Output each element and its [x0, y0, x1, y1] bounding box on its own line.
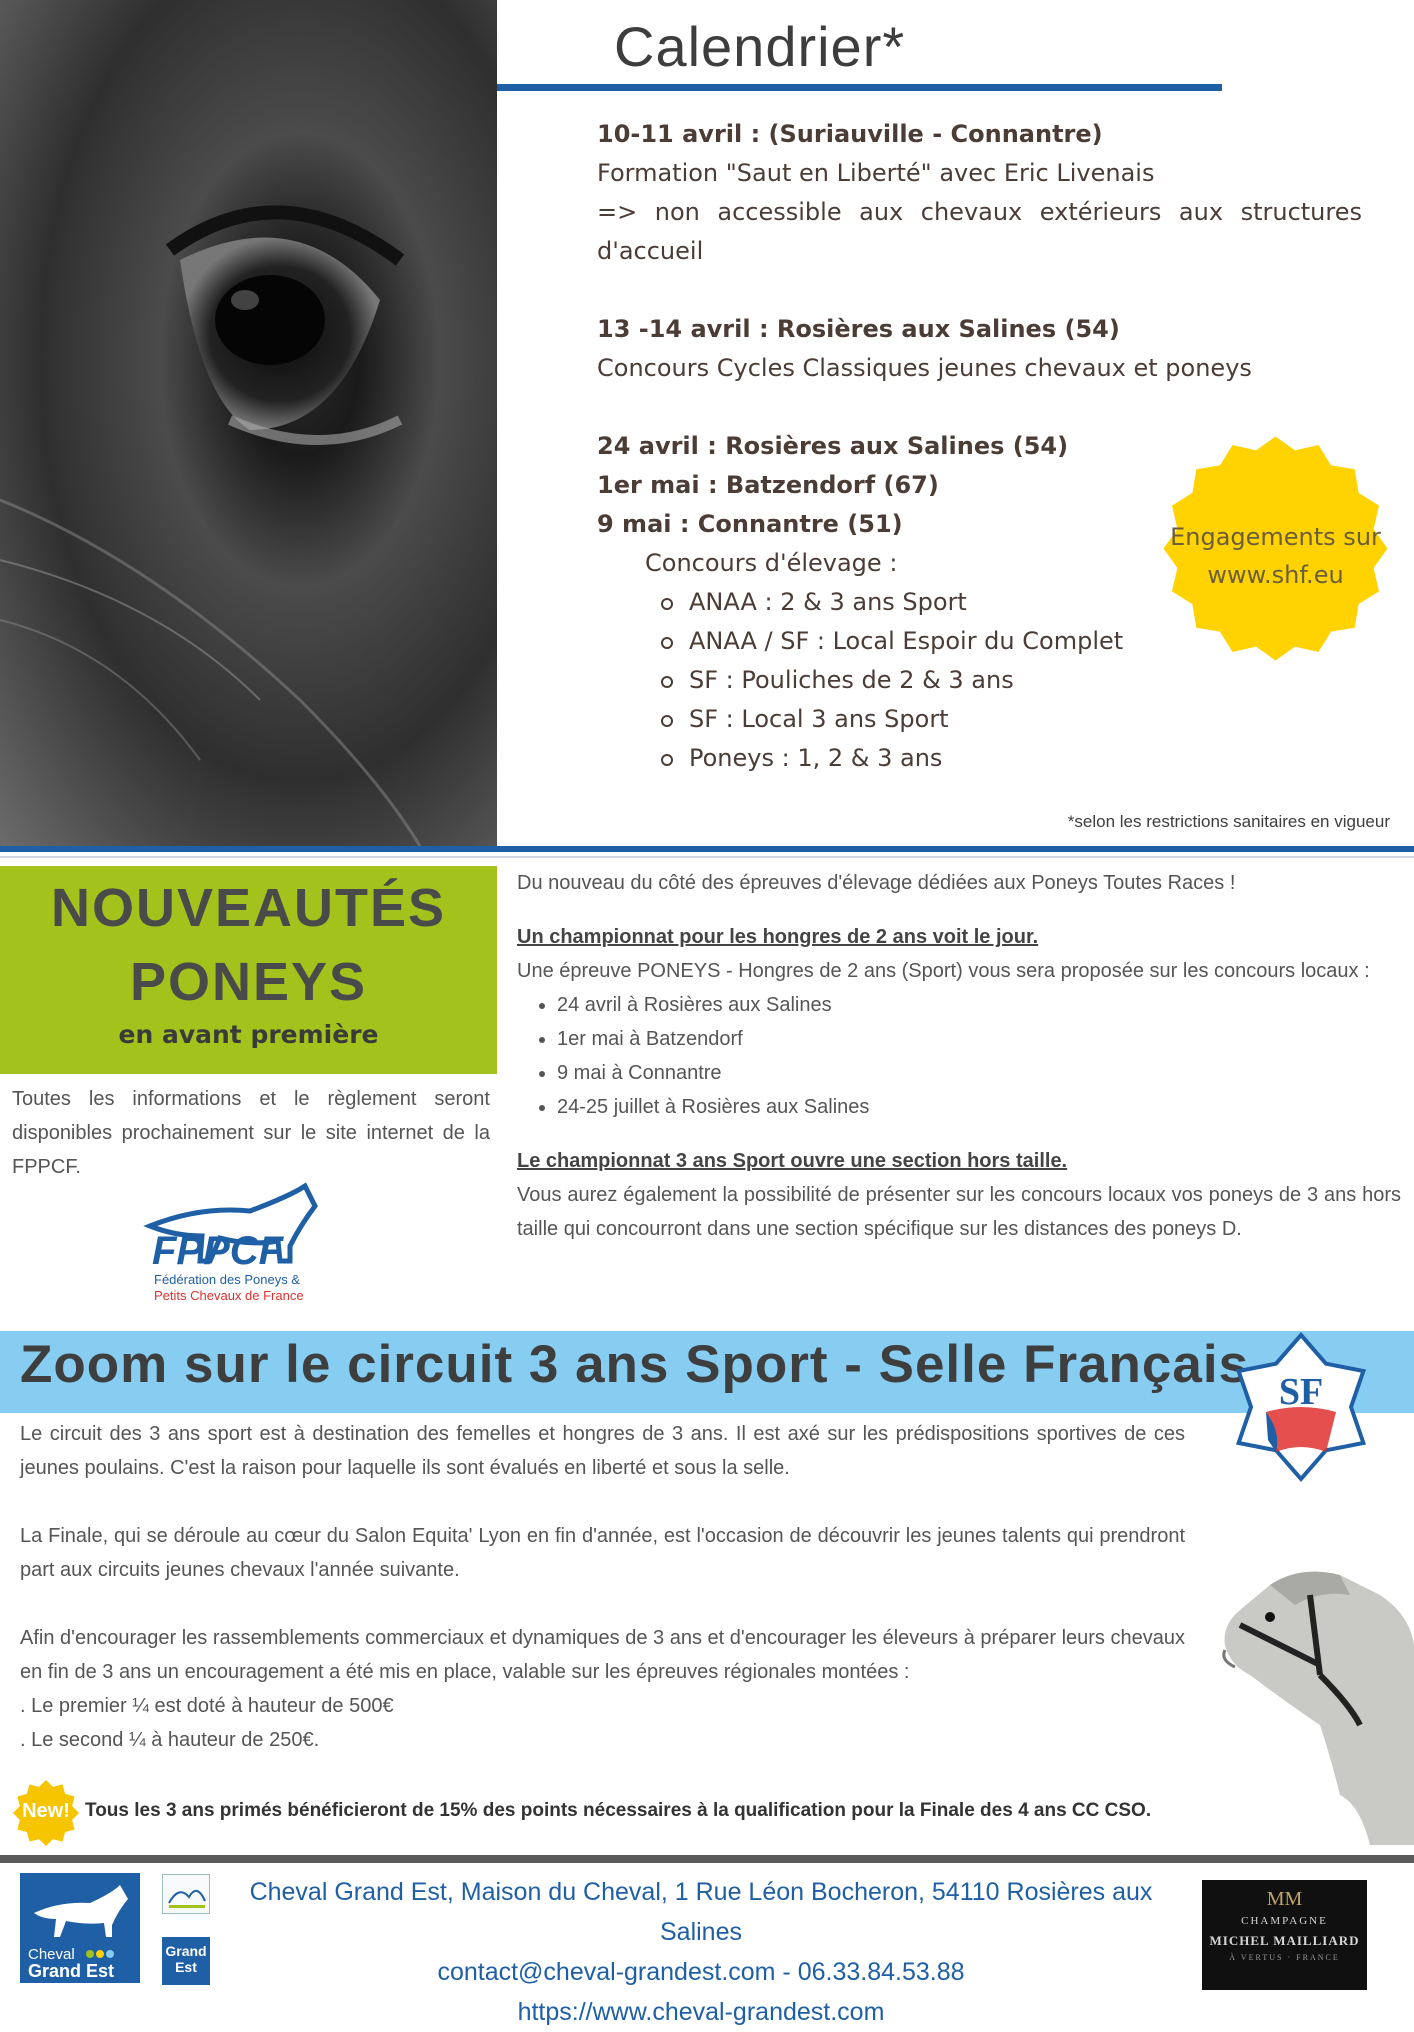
sponsor-line2: MICHEL MAILLIARD — [1209, 1933, 1360, 1948]
event-description: Concours Cycles Classiques jeunes chevaux et poneys — [597, 354, 1252, 382]
list-item: Poneys : 1, 2 & 3 ans — [689, 739, 1362, 778]
list-item: • 24-25 juillet à Rosières aux Salines — [557, 1090, 1401, 1124]
zoom-body — [20, 1417, 1185, 1757]
event-heading: 24 avril : Rosières aux Salines (54) — [597, 432, 1069, 460]
badge-link[interactable]: www.shf.eu — [1207, 561, 1344, 589]
fppcf-logo — [140, 1166, 340, 1306]
restriction-note: *selon les restrictions sanitaires en vigueur — [1067, 812, 1390, 831]
poneys-intro: Du nouveau du côté des épreuves d'élevage dédiées aux Poneys Toutes Races ! — [517, 872, 1236, 894]
event-note: => non accessible aux chevaux extérieurs aux structures d'accueil — [597, 198, 1362, 265]
footer-website-link[interactable]: https://www.cheval-grandest.com — [517, 1998, 885, 2026]
cheval-grand-est-logo — [20, 1873, 140, 1983]
sponsor-champagne-logo — [1202, 1880, 1367, 1990]
elevage-label: Concours d'élevage : — [645, 549, 898, 577]
list-item: ANAA : 2 & 3 ans Sport — [689, 583, 1362, 622]
zoom-item: . Le premier ¼ est doté à hauteur de 500€ — [20, 1695, 394, 1717]
zoom-paragraph: La Finale, qui se déroule au cœur du Salon Equita' Lyon en fin d'année, est l'occasion de découvrir les jeunes talents qui prendront part aux circuits jeunes chevaux l'année suivante. — [20, 1525, 1185, 1581]
partner-logo — [162, 1874, 210, 1914]
new-label: New! — [22, 1800, 70, 1822]
zoom-paragraph: Le circuit des 3 ans sport est à destination des femelles et hongres de 3 ans. Il est axé sur les prédispositions sportives de ces jeunes poulains. C'est la raison pour laquelle ils sont évalués en liberté et sous la selle. — [20, 1423, 1185, 1479]
calendar-title: Calendrier* — [614, 15, 906, 78]
logo-line1: Cheval — [28, 1946, 75, 1963]
poneys-info-text: Toutes les informations et le règlement seront disponibles prochainement sur le site internet de la FPPCF. — [12, 1088, 490, 1178]
engagements-badge[interactable] — [1163, 518, 1388, 594]
footer-contact-block — [226, 1872, 1176, 2032]
footer-contact-link[interactable]: contact@cheval-grandest.com - 06.33.84.53.88 — [437, 1958, 965, 1986]
region-grand-est-logo: Grand Est — [162, 1937, 210, 1985]
sponsor-line1: CHAMPAGNE — [1241, 1915, 1328, 1927]
poneys-title-line2: PONEYS — [129, 952, 368, 1012]
fppcf-name-line1: Fédération des Poneys & — [154, 1272, 300, 1287]
grey-horse-photo — [1210, 1555, 1414, 1845]
poneys-details — [517, 866, 1401, 1246]
sf-logo-text: SF — [1278, 1371, 1324, 1413]
footer-divider — [0, 1855, 1414, 1863]
logo-line2: Grand Est — [28, 1961, 115, 1981]
event-heading: 1er mai : Batzendorf (67) — [597, 471, 939, 499]
zoom-paragraph: Afin d'encourager les rassemblements commerciaux et dynamiques de 3 ans et d'encourager les éleveurs à préparer leurs chevaux en fin de 3 ans un encouragement a été mis en place, valable sur les épreuves régionales montées : — [20, 1627, 1185, 1683]
list-item: • 9 mai à Connantre — [557, 1056, 1401, 1090]
sponsor-mark: MM — [1266, 1888, 1303, 1910]
section-divider-thin — [0, 856, 1414, 858]
sponsor-line3: À VERTUS · FRANCE — [1229, 1953, 1340, 1962]
list-item: • 24 avril à Rosières aux Salines — [557, 988, 1401, 1022]
event-description: Formation "Saut en Liberté" avec Eric Livenais — [597, 159, 1155, 187]
horse-eye-photo — [0, 0, 497, 846]
event-heading: 9 mai : Connantre (51) — [597, 510, 903, 538]
list-item: • 1er mai à Batzendorf — [557, 1022, 1401, 1056]
poneys-dates-list — [517, 988, 1401, 1124]
zoom-item: . Le second ¼ à hauteur de 250€. — [20, 1729, 320, 1751]
footer-address: Cheval Grand Est, Maison du Cheval, 1 Rue Léon Bocheron, 54110 Rosières aux Salines — [249, 1878, 1153, 1946]
list-item: ANAA / SF : Local Espoir du Complet — [689, 622, 1362, 661]
fppcf-logo-mark: FPPCF — [152, 1229, 284, 1273]
list-item: SF : Local 3 ans Sport — [689, 700, 1362, 739]
list-item: SF : Pouliches de 2 & 3 ans — [689, 661, 1362, 700]
poneys-paragraph: Une épreuve PONEYS - Hongres de 2 ans (Sport) vous sera proposée sur les concours locaux : — [517, 960, 1370, 982]
badge-line: Engagements sur — [1170, 523, 1381, 551]
section-divider — [0, 846, 1414, 852]
fppcf-name-line2: Petits Chevaux de France — [154, 1288, 304, 1303]
zoom-title: Zoom sur le circuit 3 ans Sport - Selle Français — [20, 1335, 1250, 1394]
poneys-paragraph: Vous aurez également la possibilité de présenter sur les concours locaux vos poneys de 3 ans hors taille qui concourront dans une section spécifique sur les distances des poneys D. — [517, 1184, 1401, 1240]
poneys-heading: Un championnat pour les hongres de 2 ans voit le jour. — [517, 926, 1039, 948]
poneys-title-line1: NOUVEAUTÉS — [50, 878, 447, 938]
new-announcement: Tous les 3 ans primés bénéficieront de 15% des points nécessaires à la qualification pour la Finale des 4 ans CC CSO. — [85, 1800, 1152, 1821]
poneys-subtitle: en avant première — [118, 1020, 379, 1049]
poneys-heading: Le championnat 3 ans Sport ouvre une section hors taille. — [517, 1150, 1068, 1172]
selle-francais-logo — [1226, 1332, 1376, 1482]
calendar-title-rule — [497, 84, 1222, 91]
event-heading: 13 -14 avril : Rosières aux Salines (54) — [597, 315, 1120, 343]
event-heading: 10-11 avril : (Suriauville - Connantre) — [597, 120, 1103, 148]
poneys-title-box — [0, 866, 497, 1074]
